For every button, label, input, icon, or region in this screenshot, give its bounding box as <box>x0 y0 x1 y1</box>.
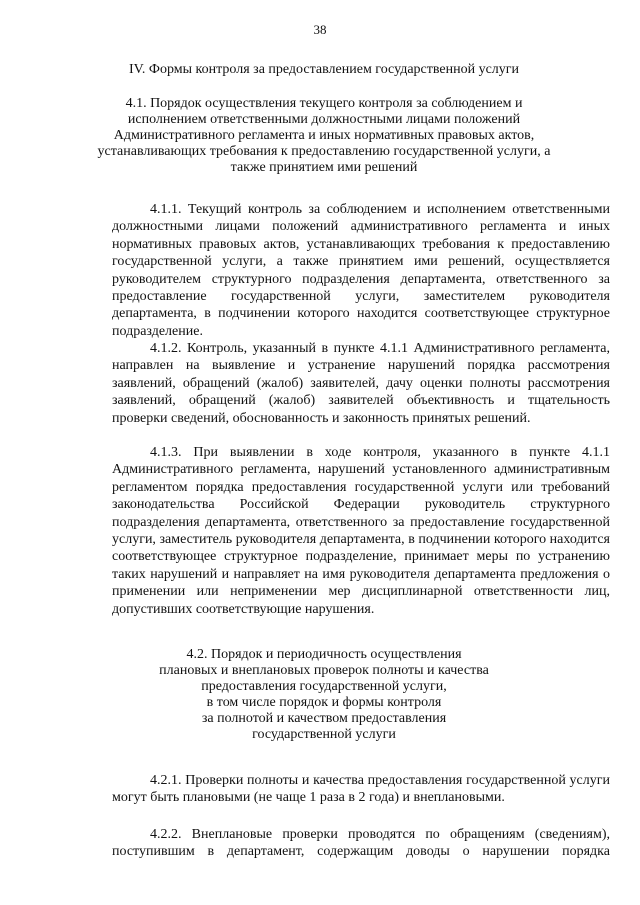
heading-line: плановых и внеплановых проверок полноты и качества <box>159 663 489 678</box>
paragraph-4-1-2: 4.1.2. Контроль, указанный в пункте 4.1.1 Административного регламента, направлен на выявление и устранение нарушений порядка рассмотрения заявлений, обращений (жалоб) заявителей, дачу оценки полноты рассмотрения заявлений, обращений (жалоб) заявителей объективность и тщательность проверки сведений, обоснованность и законность принятых решений. <box>112 341 610 426</box>
heading-line: устанавливающих требования к предоставлению государственной услуги, а <box>97 144 551 159</box>
paragraph-4-1-1: 4.1.1. Текущий контроль за соблюдением и исполнением ответственными должностными лицами положений административного регламента и иных нормативных правовых актов, устанавливающих требования к предоставлению государственной услуги, а также принятием ими решений, осуществляется руководителем структурного подразделения департамента, ответственного за предоставление государственной услуги, заместителем руководителя департамента, в подчинении которого находится соответствующее структурное подразделение. <box>112 202 610 339</box>
heading-line: Административного регламента и иных нормативных правовых актов, <box>113 128 535 143</box>
heading-line: исполнением ответственными должностными лицами положений <box>127 112 521 127</box>
paragraph-4-2-2: 4.2.2. Внеплановые проверки проводятся по обращениям (сведениям), поступившим в департамент, содержащим доводы о нарушении порядка <box>112 827 610 860</box>
subsection-4-2-heading <box>50 647 598 743</box>
page-number: 38 <box>313 22 327 37</box>
heading-line: государственной услуги <box>252 727 396 742</box>
subsection-4-1-heading <box>50 96 598 176</box>
heading-line: 4.2. Порядок и периодичность осуществления <box>186 647 462 662</box>
section-title: IV. Формы контроля за предоставлением государственной услуги <box>128 62 520 77</box>
heading-line: в том числе порядок и формы контроля <box>206 695 442 710</box>
heading-line: 4.1. Порядок осуществления текущего контроля за соблюдением и <box>125 96 523 111</box>
heading-line: предоставления государственной услуги, <box>201 679 447 694</box>
paragraph-4-1-3: 4.1.3. При выявлении в ходе контроля, указанного в пункте 4.1.1 Административного регламента, нарушений установленного административным регламентом порядка предоставления государственной услуги или требований законодательства Российской Федерации руководитель структурного подразделения департамента, ответственного за предоставление государственной услуги, заместитель руководителя департамента, в подчинении которого находится соответствующее структурное подразделение, принимает меры по устранению таких нарушений и направляет на имя руководителя департамента предложения о применении или неприменении мер дисциплинарной ответственности лиц, допустивших соответствующие нарушения. <box>112 445 610 617</box>
paragraph-4-2-1: 4.2.1. Проверки полноты и качества предоставления государственной услуги могут быть плановыми (не чаще 1 раза в 2 года) и внеплановыми. <box>112 773 610 806</box>
heading-line: также принятием ими решений <box>230 160 418 175</box>
heading-line: за полнотой и качеством предоставления <box>201 711 447 726</box>
